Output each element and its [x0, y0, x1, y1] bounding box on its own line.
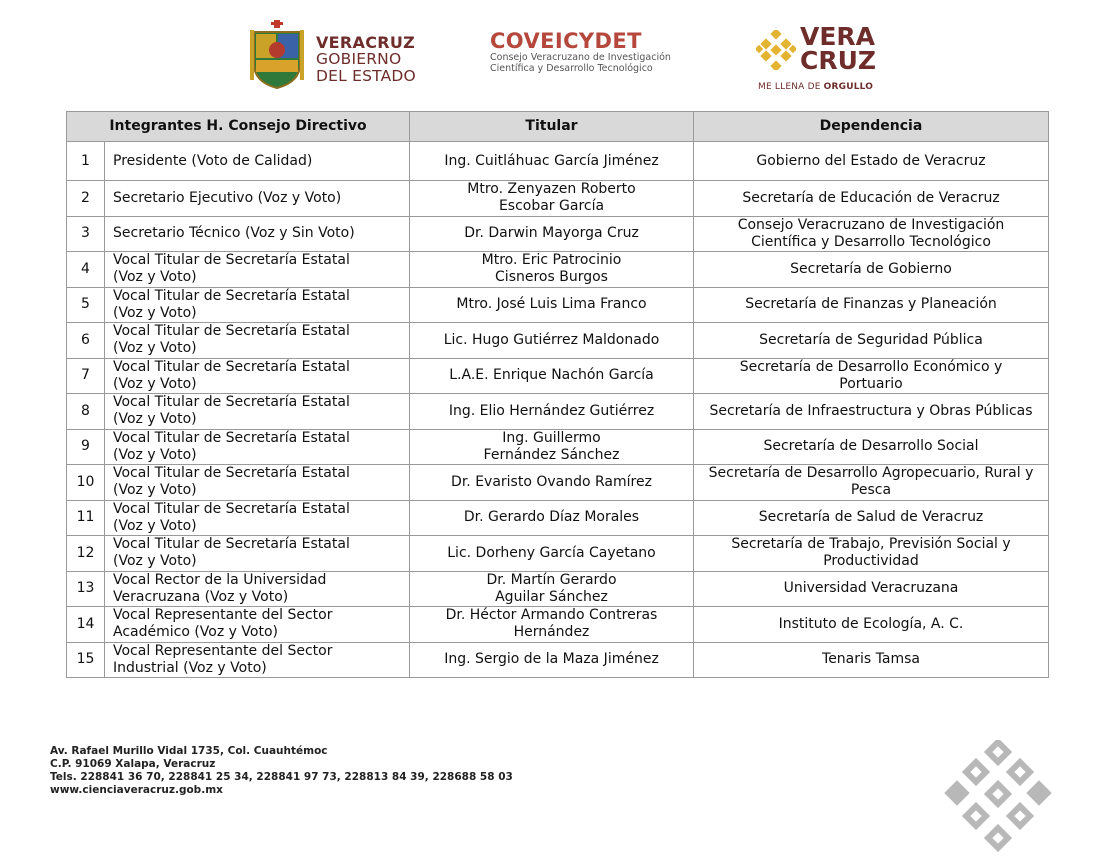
- member-dependencia: Secretaría de Gobierno: [694, 252, 1049, 288]
- table-row: [67, 323, 1049, 359]
- logo-subtitle-1: GOBIERNO: [316, 50, 402, 68]
- table-header-row: [67, 112, 1049, 142]
- table-row: [67, 287, 1049, 323]
- header-dependencia: Dependencia: [694, 112, 1049, 142]
- row-number: 3: [67, 216, 105, 252]
- logo-veracruz-orgullo: [756, 22, 877, 96]
- row-number: 11: [67, 500, 105, 536]
- member-role: Vocal Titular de Secretaría Estatal (Voz y Voto): [105, 536, 410, 572]
- coveicydet-line1: Consejo Veracruzano de Investigación: [490, 52, 671, 63]
- member-titular: Dr. Evaristo Ovando Ramírez: [410, 465, 694, 501]
- member-dependencia: Consejo Veracruzano de Investigación Científica y Desarrollo Tecnológico: [694, 216, 1049, 252]
- member-role: Vocal Titular de Secretaría Estatal (Voz y Voto): [105, 465, 410, 501]
- member-titular: Ing. Guillermo Fernández Sánchez: [410, 429, 694, 465]
- row-number: 13: [67, 571, 105, 607]
- logo-title: VERACRUZ: [316, 33, 416, 52]
- row-number: 12: [67, 536, 105, 572]
- member-titular: Lic. Dorheny García Cayetano: [410, 536, 694, 572]
- member-titular: Dr. Gerardo Díaz Morales: [410, 500, 694, 536]
- member-dependencia: Tenaris Tamsa: [694, 642, 1049, 678]
- table-row: [67, 252, 1049, 288]
- member-dependencia: Secretaría de Seguridad Pública: [694, 323, 1049, 359]
- state-coat-of-arms-icon: [248, 20, 306, 90]
- logo-coveicydet: [490, 30, 690, 74]
- table-row: [67, 500, 1049, 536]
- row-number: 4: [67, 252, 105, 288]
- member-dependencia: Secretaría de Trabajo, Previsión Social y Productividad: [694, 536, 1049, 572]
- member-dependencia: Secretaría de Infraestructura y Obras Públicas: [694, 394, 1049, 430]
- member-titular: Lic. Hugo Gutiérrez Maldonado: [410, 323, 694, 359]
- member-role: Vocal Rector de la Universidad Veracruzana (Voz y Voto): [105, 571, 410, 607]
- member-dependencia: Secretaría de Salud de Veracruz: [694, 500, 1049, 536]
- logo-gobierno-veracruz: [248, 20, 428, 90]
- logo-subtitle-2: DEL ESTADO: [316, 67, 416, 85]
- member-role: Vocal Titular de Secretaría Estatal (Voz y Voto): [105, 287, 410, 323]
- footer-website: www.cienciaveracruz.gob.mx: [50, 784, 223, 796]
- table-row: [67, 394, 1049, 430]
- member-role: Vocal Titular de Secretaría Estatal (Voz y Voto): [105, 500, 410, 536]
- row-number: 8: [67, 394, 105, 430]
- footer-street: Av. Rafael Murillo Vidal 1735, Col. Cuauhtémoc: [50, 745, 328, 757]
- member-role: Vocal Titular de Secretaría Estatal (Voz y Voto): [105, 394, 410, 430]
- row-number: 6: [67, 323, 105, 359]
- logo-vera-text: VERA: [800, 22, 876, 51]
- table-row: [67, 465, 1049, 501]
- member-titular: Dr. Darwin Mayorga Cruz: [410, 216, 694, 252]
- member-role: Presidente (Voto de Calidad): [105, 142, 410, 181]
- row-number: 9: [67, 429, 105, 465]
- table-row: [67, 429, 1049, 465]
- row-number: 2: [67, 181, 105, 217]
- table-row: [67, 607, 1049, 643]
- member-titular: L.A.E. Enrique Nachón García: [410, 358, 694, 394]
- member-titular: Dr. Héctor Armando Contreras Hernández: [410, 607, 694, 643]
- member-titular: Mtro. Zenyazen Roberto Escobar García: [410, 181, 694, 217]
- member-titular: Mtro. José Luis Lima Franco: [410, 287, 694, 323]
- gray-knot-icon: [944, 740, 1052, 852]
- member-titular: Ing. Elio Hernández Gutiérrez: [410, 394, 694, 430]
- member-role: Vocal Representante del Sector Académico (Voz y Voto): [105, 607, 410, 643]
- table-row: [67, 216, 1049, 252]
- table-row: [67, 536, 1049, 572]
- table-row: [67, 571, 1049, 607]
- row-number: 14: [67, 607, 105, 643]
- header-titular: Titular: [410, 112, 694, 142]
- logo-slogan: [758, 82, 873, 92]
- member-dependencia: Secretaría de Desarrollo Económico y Portuario: [694, 358, 1049, 394]
- member-dependencia: Universidad Veracruzana: [694, 571, 1049, 607]
- member-role: Vocal Titular de Secretaría Estatal (Voz y Voto): [105, 429, 410, 465]
- logo-cruz-text: CRUZ: [800, 46, 877, 75]
- coveicydet-brand: COVEICYDET: [490, 29, 642, 53]
- slogan-bold: ORGULLO: [823, 82, 874, 92]
- council-members-table: [66, 111, 1049, 678]
- slogan-prefix: ME LLENA DE: [758, 82, 824, 92]
- table-row: [67, 358, 1049, 394]
- coveicydet-line2: Científica y Desarrollo Tecnológico: [490, 63, 653, 74]
- table-row: [67, 642, 1049, 678]
- table-row: [67, 181, 1049, 217]
- veracruz-knot-icon: [756, 30, 796, 70]
- member-role: Vocal Representante del Sector Industrial (Voz y Voto): [105, 642, 410, 678]
- member-dependencia: Gobierno del Estado de Veracruz: [694, 142, 1049, 181]
- member-role: Vocal Titular de Secretaría Estatal (Voz y Voto): [105, 358, 410, 394]
- footer-city: C.P. 91069 Xalapa, Veracruz: [50, 758, 216, 770]
- table-row: [67, 142, 1049, 181]
- member-role: Secretario Técnico (Voz y Sin Voto): [105, 216, 410, 252]
- member-dependencia: Secretaría de Desarrollo Agropecuario, Rural y Pesca: [694, 465, 1049, 501]
- footer-phones: Tels. 228841 36 70, 228841 25 34, 228841 97 73, 228813 84 39, 228688 58 03: [50, 771, 513, 783]
- row-number: 15: [67, 642, 105, 678]
- member-dependencia: Secretaría de Educación de Veracruz: [694, 181, 1049, 217]
- member-role: Vocal Titular de Secretaría Estatal (Voz y Voto): [105, 323, 410, 359]
- member-dependencia: Instituto de Ecología, A. C.: [694, 607, 1049, 643]
- footer-address: [50, 745, 513, 797]
- member-titular: Dr. Martín Gerardo Aguilar Sánchez: [410, 571, 694, 607]
- member-role: Vocal Titular de Secretaría Estatal (Voz y Voto): [105, 252, 410, 288]
- member-titular: Mtro. Eric Patrocinio Cisneros Burgos: [410, 252, 694, 288]
- member-dependencia: Secretaría de Finanzas y Planeación: [694, 287, 1049, 323]
- member-titular: Ing. Sergio de la Maza Jiménez: [410, 642, 694, 678]
- member-dependencia: Secretaría de Desarrollo Social: [694, 429, 1049, 465]
- member-titular: Ing. Cuitláhuac García Jiménez: [410, 142, 694, 181]
- header-integrantes: Integrantes H. Consejo Directivo: [67, 112, 410, 142]
- row-number: 1: [67, 142, 105, 181]
- row-number: 7: [67, 358, 105, 394]
- row-number: 10: [67, 465, 105, 501]
- row-number: 5: [67, 287, 105, 323]
- member-role: Secretario Ejecutivo (Voz y Voto): [105, 181, 410, 217]
